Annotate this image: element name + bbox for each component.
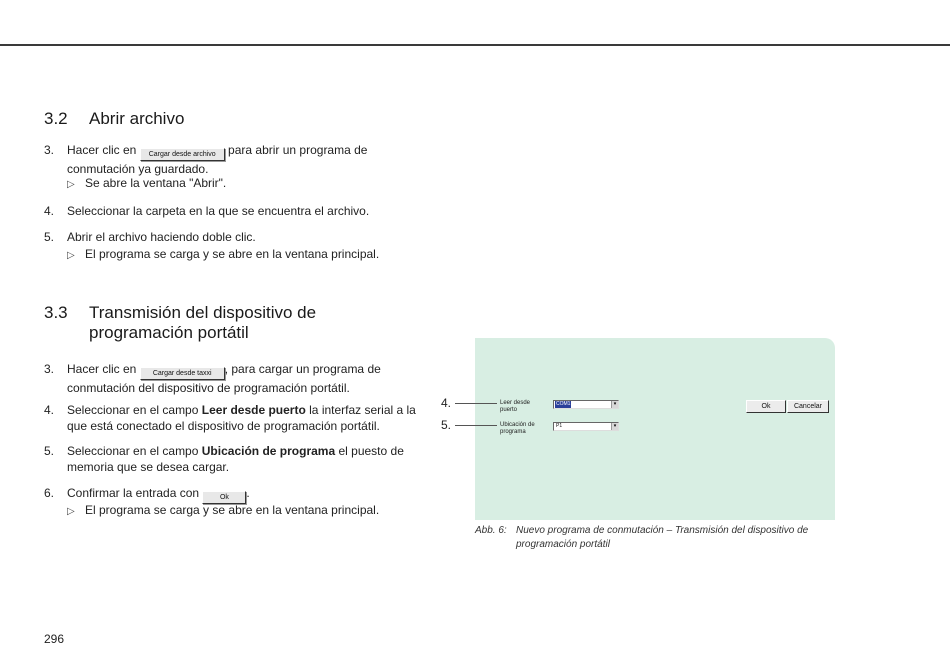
result-arrow-icon: ▷: [67, 250, 75, 261]
result-text: El programa se carga y se abre en la ventana principal.: [85, 247, 380, 261]
result-arrow-icon: ▷: [67, 506, 75, 517]
step-number: 3.: [44, 143, 55, 157]
header-rule: [0, 44, 950, 46]
read-port-value: COM1: [556, 401, 571, 407]
step-number: 3.: [44, 362, 55, 376]
step-result: [67, 175, 437, 193]
caption-text: Nuevo programa de conmutación – Transmisión del dispositivo de programación portátil: [516, 525, 809, 550]
step-number: 5.: [44, 444, 55, 458]
read-port-select[interactable]: [553, 400, 619, 409]
step-text-post: , para cargar un programa de conmutación del dispositivo de programación portátil.: [67, 362, 381, 395]
dialog-screenshot: [475, 338, 835, 520]
chevron-down-icon[interactable]: ▾: [611, 423, 618, 430]
ok-button[interactable]: Ok: [202, 491, 246, 504]
step-number: 6.: [44, 486, 55, 500]
step-text-pre: Hacer clic en: [67, 362, 137, 376]
callout-line: [455, 403, 497, 404]
dialog-ok-button[interactable]: Ok: [746, 400, 786, 413]
callout-line: [455, 425, 497, 426]
field-name: Ubicación de programa: [201, 444, 336, 458]
result-text: El programa se carga y se abre en la ventana principal.: [85, 503, 380, 517]
read-port-label: Leer desde puerto: [500, 400, 531, 413]
step-text: Seleccionar la carpeta en la que se encuentra el archivo.: [67, 204, 370, 218]
load-from-file-button[interactable]: Cargar desde archivo: [140, 148, 225, 161]
step-text: [67, 361, 433, 396]
step-text-pre: Seleccionar en el campo: [67, 444, 199, 458]
step-text: [67, 443, 433, 475]
section-heading-3-3: [44, 303, 424, 343]
program-location-select[interactable]: [553, 422, 619, 431]
step-text-pre: Hacer clic en: [67, 143, 137, 157]
step-text: Abrir el archivo haciendo doble clic.: [67, 230, 256, 244]
step-result: [67, 246, 437, 264]
step-text-post: la interfaz serial a la que está conectado el dispositivo de programación portátil.: [67, 403, 416, 433]
result-text: Se abre la ventana "Abrir".: [85, 176, 227, 190]
step-number: 5.: [44, 230, 55, 244]
program-location-label: Ubicación de programa: [500, 422, 535, 435]
section-heading-3-2: [44, 109, 424, 129]
step-text-pre: Confirmar la entrada con: [67, 486, 200, 500]
page-number: 296: [44, 632, 65, 646]
result-arrow-icon: ▷: [67, 179, 75, 190]
step-text-pre: Seleccionar en el campo: [67, 403, 199, 417]
chevron-down-icon[interactable]: ▾: [611, 401, 618, 408]
section-title: Transmisión del dispositivo de programación portátil: [89, 303, 317, 342]
load-from-taxxi-button[interactable]: Cargar desde taxxi: [140, 367, 225, 380]
section-number: 3.2: [44, 109, 68, 128]
section-number: 3.3: [44, 303, 68, 322]
step-text: [67, 402, 433, 434]
caption-label: Abb. 6:: [475, 525, 507, 536]
section-title: Abrir archivo: [89, 109, 185, 128]
step-text-post: para abrir un programa de conmutación ya guardado.: [67, 143, 368, 176]
callout-number: 5.: [441, 418, 452, 432]
dialog-cancel-button[interactable]: Cancelar: [787, 400, 829, 413]
step-result: [67, 502, 437, 520]
step-text-post: .: [246, 486, 250, 500]
step-number: 4.: [44, 204, 55, 218]
program-location-value: P1: [556, 423, 563, 429]
field-name: Leer desde puerto: [201, 403, 306, 417]
step-number: 4.: [44, 403, 55, 417]
step-text: [67, 142, 433, 177]
callout-number: 4.: [441, 396, 452, 410]
step-text-post: el puesto de memoria que se desea cargar.: [67, 444, 404, 474]
